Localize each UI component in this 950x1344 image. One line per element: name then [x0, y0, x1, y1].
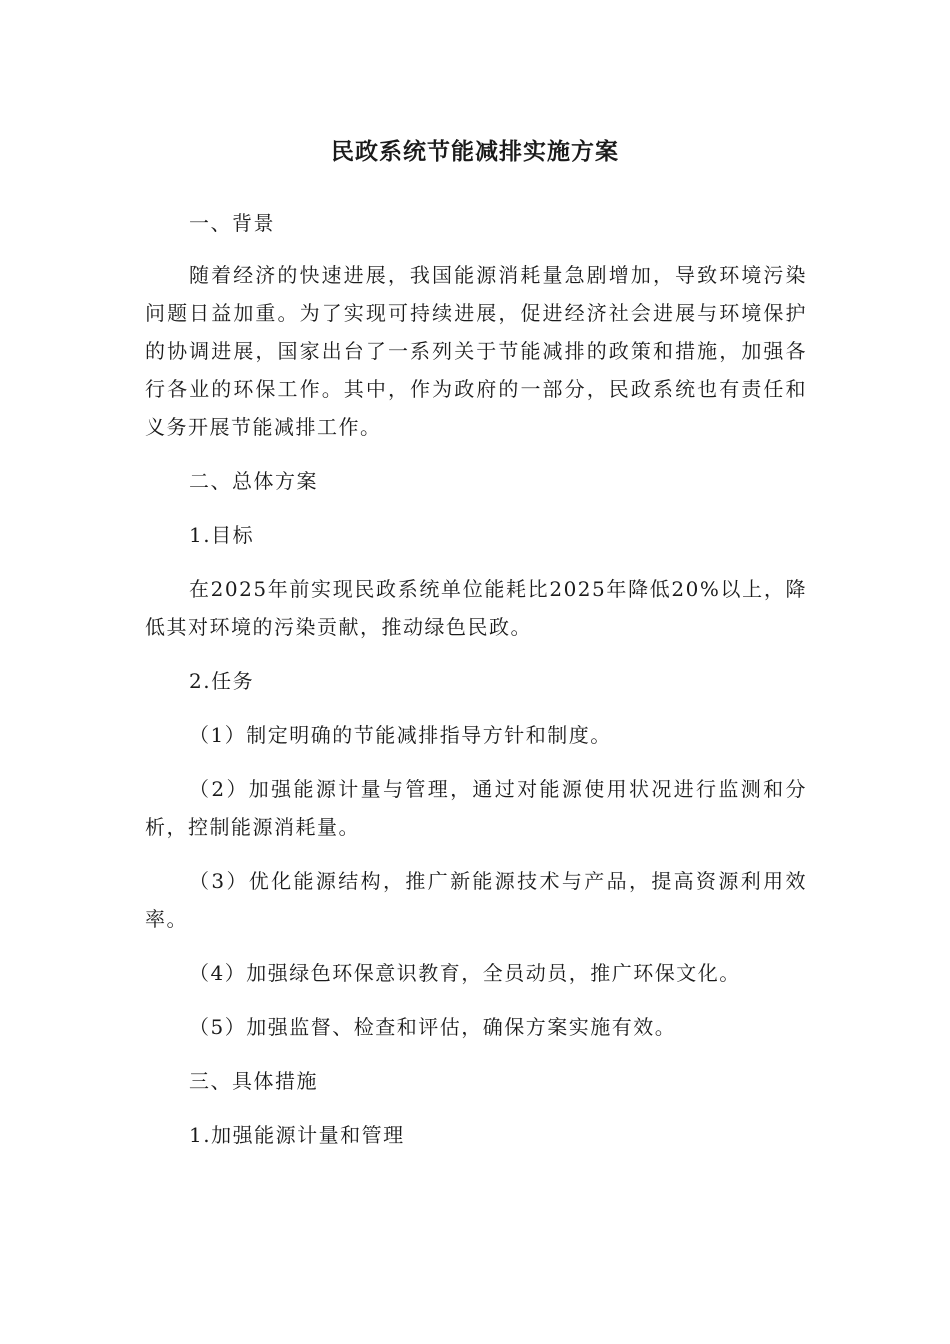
paragraph-goal: 在2025年前实现民政系统单位能耗比2025年降低20%以上，降低其对环境的污染贡献，推动绿色民政。	[145, 577, 807, 639]
task-item-5: （5）加强监督、检查和评估，确保方案实施有效。	[189, 1015, 677, 1039]
task-item-2: （2）加强能源计量与管理，通过对能源使用状况进行监测和分析，控制能源消耗量。	[145, 777, 807, 839]
subheading-energy-metering: 1.加强能源计量和管理	[189, 1123, 405, 1147]
section-heading-overall-plan: 二、总体方案	[189, 469, 318, 493]
paragraph-background: 随着经济的快速进展，我国能源消耗量急剧增加，导致环境污染问题日益加重。为了实现可持续进展，促进经济社会进展与环境保护的协调进展，国家出台了一系列关于节能减排的政策和措施，加强各行各业的环保工作。其中，作为政府的一部分，民政系统也有责任和义务开展节能减排工作。	[145, 263, 807, 439]
document-title: 民政系统节能减排实施方案	[331, 138, 619, 165]
subheading-tasks: 2.任务	[189, 669, 255, 693]
task-item-4: （4）加强绿色环保意识教育，全员动员，推广环保文化。	[189, 961, 741, 985]
section-heading-background: 一、背景	[189, 211, 275, 235]
task-item-3: （3）优化能源结构，推广新能源技术与产品，提高资源利用效率。	[145, 869, 807, 931]
subheading-goal: 1.目标	[189, 523, 255, 547]
section-heading-measures: 三、具体措施	[189, 1069, 318, 1093]
task-item-1: （1）制定明确的节能减排指导方针和制度。	[189, 723, 612, 747]
